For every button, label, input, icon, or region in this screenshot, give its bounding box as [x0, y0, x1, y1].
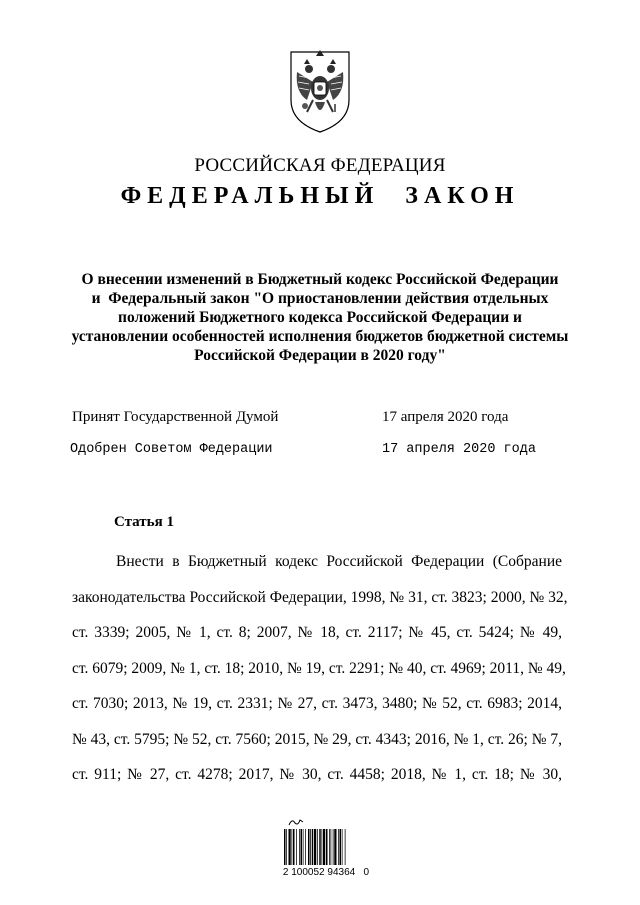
- article-line: Внести в Бюджетный кодекс Российской Федерации (Собрание: [116, 553, 562, 570]
- law-title-line: положений Бюджетного кодекса Российской Федерации и: [118, 309, 522, 326]
- barcode-bar: [289, 829, 291, 865]
- barcode-bar: [338, 829, 339, 865]
- article-heading: Статья 1: [114, 514, 174, 530]
- barcode-bar: [312, 829, 314, 865]
- barcode-bar: [301, 829, 303, 865]
- article-line: законодательства Российской Федерации, 1998, № 31, ст. 3823; 2000, № 32,: [72, 588, 568, 606]
- adoption-date: 17 апреля 2020 года: [382, 409, 509, 425]
- barcode-bar: [334, 829, 336, 865]
- document-type: ФЕДЕРАЛЬНЫЙ ЗАКОН: [120, 183, 520, 209]
- barcode-bar: [286, 829, 287, 865]
- barcode-bar: [310, 829, 311, 865]
- barcode-bar: [326, 829, 328, 865]
- scribble-mark-icon: [288, 817, 304, 827]
- barcode-bars: [282, 829, 368, 865]
- barcode-bar: [305, 829, 306, 865]
- barcode-bar: [296, 829, 297, 865]
- law-title-line: установлении особенностей исполнения бюджетов бюджетной системы: [71, 328, 569, 345]
- state-emblem: [287, 42, 353, 136]
- article-line: ст. 911; № 27, ст. 4278; 2017, № 30, ст. 4458; 2018, № 1, ст. 18; № 30,: [72, 766, 562, 783]
- barcode-bar: [319, 829, 321, 865]
- barcode-bar: [303, 829, 304, 865]
- approval-date: 17 апреля 2020 года: [382, 442, 536, 457]
- article-body: [72, 544, 568, 793]
- barcode: [282, 815, 368, 883]
- barcode-bar: [340, 829, 342, 865]
- barcode-bar: [284, 829, 286, 865]
- approved-by: Одобрен Советом Федерации: [70, 442, 273, 457]
- double-headed-eagle-icon: [287, 42, 353, 136]
- barcode-bar: [299, 829, 300, 865]
- barcode-bar: [333, 829, 334, 865]
- barcode-bar: [342, 829, 343, 865]
- law-title-line: О внесении изменений в Бюджетный кодекс Российской Федерации: [81, 271, 559, 288]
- barcode-bar: [292, 829, 293, 865]
- barcode-digits: 2 100052 94364 0: [282, 867, 370, 878]
- barcode-bar: [317, 829, 318, 865]
- article-line: ст. 6079; 2009, № 1, ст. 18; 2010, № 19, ст. 2291; № 40, ст. 4969; 2011, № 49,: [72, 659, 566, 677]
- article-line: ст. 3339; 2005, № 1, ст. 8; 2007, № 18, ст. 2117; № 45, ст. 5424; № 49,: [72, 624, 562, 641]
- adopted-by: Принят Государственной Думой: [72, 409, 279, 425]
- law-title: [60, 270, 580, 365]
- law-title-line: и Федеральный закон "О приостановлении действия отдельных: [91, 290, 549, 307]
- barcode-bar: [323, 829, 325, 865]
- barcode-bar: [329, 829, 330, 865]
- law-title-line: Российской Федерации в 2020 году": [194, 347, 446, 364]
- barcode-bar: [322, 829, 323, 865]
- article-line: № 43, ст. 5795; № 52, ст. 7560; 2015, № 29, ст. 4343; 2016, № 1, ст. 26; № 7,: [72, 730, 562, 748]
- barcode-bar: [293, 829, 295, 865]
- barcode-bar: [308, 829, 310, 865]
- barcode-bar: [331, 829, 332, 865]
- article-line: ст. 7030; 2013, № 19, ст. 2331; № 27, ст. 3473, 3480; № 52, ст. 6983; 2014,: [72, 695, 562, 712]
- barcode-bar: [314, 829, 316, 865]
- country-name: РОССИЙСКАЯ ФЕДЕРАЦИЯ: [194, 155, 446, 176]
- barcode-bar: [345, 829, 346, 865]
